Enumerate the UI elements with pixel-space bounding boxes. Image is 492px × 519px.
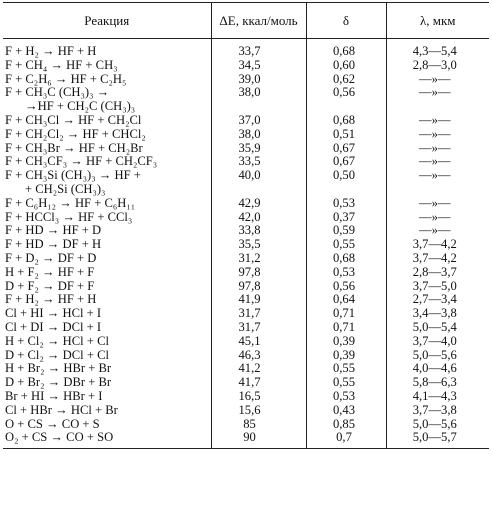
energy-cell: 40,0 <box>211 169 306 197</box>
reaction-cell <box>3 114 211 128</box>
table-row <box>3 211 489 225</box>
reaction-cell <box>3 321 211 335</box>
reaction-equation: F + C₆H₁₂ → HF + C₆H₁₁ <box>5 195 136 210</box>
reaction-equation: F + CH₃Br → HF + CH₂Br <box>5 140 143 155</box>
delta-cell: 0,39 <box>306 349 386 363</box>
delta-cell: 0,50 <box>306 169 386 197</box>
header-reaction: Реакция <box>3 3 211 39</box>
energy-cell: 34,5 <box>211 59 306 73</box>
reaction-cell <box>3 224 211 238</box>
table-row <box>3 238 489 252</box>
energy-cell: 39,0 <box>211 73 306 87</box>
reaction-equation: D + Br₂ → DBr + Br <box>5 375 112 390</box>
lambda-cell: 3,7—5,0 <box>386 280 489 294</box>
table-row <box>3 114 489 128</box>
reaction-cell <box>3 86 211 114</box>
energy-cell: 31,2 <box>211 252 306 266</box>
lambda-cell: 3,7—4,0 <box>386 335 489 349</box>
energy-cell: 85 <box>211 418 306 432</box>
table-row <box>3 128 489 142</box>
lambda-cell: —»— <box>386 142 489 156</box>
lambda-cell: —»— <box>386 169 489 197</box>
table-row <box>3 376 489 390</box>
delta-cell: 0,62 <box>306 73 386 87</box>
table-row <box>3 390 489 404</box>
table-row <box>3 155 489 169</box>
table-row <box>3 224 489 238</box>
energy-cell: 42,0 <box>211 211 306 225</box>
delta-cell: 0,56 <box>306 86 386 114</box>
lambda-cell: —»— <box>386 114 489 128</box>
reaction-equation: F + HD → HF + D <box>5 223 102 238</box>
delta-cell: 0,85 <box>306 418 386 432</box>
lambda-cell: 5,0—5,7 <box>386 431 489 448</box>
lambda-cell: —»— <box>386 86 489 114</box>
table-row <box>3 321 489 335</box>
table-row <box>3 418 489 432</box>
reaction-equation: D + Cl₂ → DCl + Cl <box>5 347 109 362</box>
energy-cell: 97,8 <box>211 266 306 280</box>
header-energy: ΔE, ккал/моль <box>211 3 306 39</box>
reaction-cell <box>3 155 211 169</box>
energy-cell: 97,8 <box>211 280 306 294</box>
table-header-row <box>3 3 489 39</box>
reaction-cell <box>3 404 211 418</box>
delta-cell: 0,68 <box>306 114 386 128</box>
header-lambda: λ, мкм <box>386 3 489 39</box>
table-body <box>3 39 489 449</box>
lambda-cell: —»— <box>386 197 489 211</box>
energy-cell: 45,1 <box>211 335 306 349</box>
table-row <box>3 39 489 59</box>
reaction-equation: Cl + HI → HCl + I <box>5 306 102 321</box>
delta-cell: 0,51 <box>306 128 386 142</box>
reaction-cell <box>3 362 211 376</box>
table-row <box>3 431 489 448</box>
energy-cell: 38,0 <box>211 128 306 142</box>
reaction-equation: H + Br₂ → HBr + Br <box>5 361 112 376</box>
lambda-cell: —»— <box>386 128 489 142</box>
delta-cell: 0,71 <box>306 307 386 321</box>
reaction-cell <box>3 376 211 390</box>
reaction-equation: O + CS → CO + S <box>5 416 100 431</box>
table-row <box>3 335 489 349</box>
lambda-cell: 5,8—6,3 <box>386 376 489 390</box>
reaction-cell <box>3 307 211 321</box>
energy-cell: 46,3 <box>211 349 306 363</box>
lambda-cell: 2,8—3,7 <box>386 266 489 280</box>
energy-cell: 31,7 <box>211 321 306 335</box>
reaction-cell <box>3 335 211 349</box>
table-row <box>3 293 489 307</box>
delta-cell: 0,60 <box>306 59 386 73</box>
delta-cell: 0,37 <box>306 211 386 225</box>
delta-cell: 0,39 <box>306 335 386 349</box>
energy-cell: 41,9 <box>211 293 306 307</box>
table-row <box>3 86 489 114</box>
table-row <box>3 307 489 321</box>
table-row <box>3 169 489 197</box>
table-row <box>3 404 489 418</box>
delta-cell: 0,55 <box>306 362 386 376</box>
delta-cell: 0,64 <box>306 293 386 307</box>
reaction-cell <box>3 418 211 432</box>
energy-cell: 35,9 <box>211 142 306 156</box>
reaction-equation: F + H₂ → HF + H <box>5 44 97 58</box>
delta-cell: 0,67 <box>306 155 386 169</box>
lambda-cell: —»— <box>386 211 489 225</box>
reaction-equation: F + CH₃Cl → HF + CH₂Cl <box>5 112 142 127</box>
reaction-equation: O₂ + CS → CO + SO <box>5 430 114 445</box>
reaction-equation: Br + HI → HBr + I <box>5 388 103 403</box>
delta-cell: 0,68 <box>306 39 386 59</box>
reaction-equation: F + C₂H₆ → HF + C₂H₅ <box>5 71 127 86</box>
reaction-equation: H + Cl₂ → HCl + Cl <box>5 333 109 348</box>
reaction-cell <box>3 211 211 225</box>
delta-cell: 0,53 <box>306 197 386 211</box>
reaction-equation: F + H₂ → HF + H <box>5 292 97 307</box>
energy-cell: 33,5 <box>211 155 306 169</box>
lambda-cell: 2,8—3,0 <box>386 59 489 73</box>
delta-cell: 0,55 <box>306 376 386 390</box>
table-row <box>3 252 489 266</box>
reaction-cell <box>3 142 211 156</box>
reaction-cell <box>3 431 211 448</box>
reaction-cell <box>3 390 211 404</box>
reaction-cell <box>3 197 211 211</box>
table-row <box>3 73 489 87</box>
energy-cell: 15,6 <box>211 404 306 418</box>
reaction-equation: Cl + HBr → HCl + Br <box>5 402 118 417</box>
reaction-cell <box>3 59 211 73</box>
reaction-equation: Cl + DI → DCl + I <box>5 319 102 334</box>
table-row <box>3 266 489 280</box>
table-row <box>3 349 489 363</box>
energy-cell: 42,9 <box>211 197 306 211</box>
reaction-cell <box>3 280 211 294</box>
reaction-equation: H + F₂ → HF + F <box>5 264 95 279</box>
reaction-equation: F + CH₂Cl₂ → HF + CHCl₂ <box>5 126 146 141</box>
delta-cell: 0,71 <box>306 321 386 335</box>
reaction-cell <box>3 238 211 252</box>
reaction-table <box>3 2 489 449</box>
table-row <box>3 59 489 73</box>
lambda-cell: 3,7—4,2 <box>386 238 489 252</box>
reaction-equation: F + CH₃CF₃ → HF + CH₂CF₃ <box>5 154 158 169</box>
reaction-cell <box>3 128 211 142</box>
reaction-cell <box>3 39 211 59</box>
lambda-cell: —»— <box>386 73 489 87</box>
lambda-cell: 2,7—3,4 <box>386 293 489 307</box>
energy-cell: 35,5 <box>211 238 306 252</box>
energy-cell: 90 <box>211 431 306 448</box>
lambda-cell: 4,1—4,3 <box>386 390 489 404</box>
lambda-cell: 3,7—4,2 <box>386 252 489 266</box>
energy-cell: 37,0 <box>211 114 306 128</box>
lambda-cell: 5,0—5,4 <box>386 321 489 335</box>
delta-cell: 0,59 <box>306 224 386 238</box>
header-delta: δ <box>306 3 386 39</box>
lambda-cell: 4,3—5,4 <box>386 39 489 59</box>
reaction-cell <box>3 293 211 307</box>
table-row <box>3 280 489 294</box>
reaction-cell <box>3 169 211 197</box>
reaction-equation: F + CH₃Si (CH₃)₃ → HF + <box>5 168 141 183</box>
reaction-equation: D + F₂ → DF + F <box>5 278 95 293</box>
energy-cell: 38,0 <box>211 86 306 114</box>
reaction-equation-continued: →HF + CH₂C (CH₃)₃ <box>25 99 136 114</box>
reaction-cell <box>3 266 211 280</box>
energy-cell: 31,7 <box>211 307 306 321</box>
lambda-cell: —»— <box>386 155 489 169</box>
delta-cell: 0,53 <box>306 266 386 280</box>
energy-cell: 33,7 <box>211 39 306 59</box>
table-row <box>3 142 489 156</box>
reaction-equation: F + CH₄ → HF + CH₃ <box>5 57 118 72</box>
lambda-cell: —»— <box>386 224 489 238</box>
reaction-equation: F + D₂ → DF + D <box>5 250 97 265</box>
lambda-cell: 3,7—3,8 <box>386 404 489 418</box>
reaction-cell <box>3 252 211 266</box>
lambda-cell: 3,4—3,8 <box>386 307 489 321</box>
lambda-cell: 5,0—5,6 <box>386 418 489 432</box>
reaction-equation: F + HCCl₃ → HF + CCl₃ <box>5 209 133 224</box>
energy-cell: 16,5 <box>211 390 306 404</box>
delta-cell: 0,55 <box>306 238 386 252</box>
energy-cell: 41,7 <box>211 376 306 390</box>
energy-cell: 33,8 <box>211 224 306 238</box>
delta-cell: 0,56 <box>306 280 386 294</box>
table-row <box>3 362 489 376</box>
reaction-cell <box>3 73 211 87</box>
delta-cell: 0,7 <box>306 431 386 448</box>
lambda-cell: 5,0—5,6 <box>386 349 489 363</box>
table-row <box>3 197 489 211</box>
delta-cell: 0,67 <box>306 142 386 156</box>
reaction-equation: F + CH₃C (CH₃)₃ → <box>5 85 110 100</box>
delta-cell: 0,68 <box>306 252 386 266</box>
delta-cell: 0,53 <box>306 390 386 404</box>
reaction-cell <box>3 349 211 363</box>
lambda-cell: 4,0—4,6 <box>386 362 489 376</box>
energy-cell: 41,2 <box>211 362 306 376</box>
delta-cell: 0,43 <box>306 404 386 418</box>
reaction-equation: F + HD → DF + H <box>5 237 102 252</box>
reaction-equation-continued: + CH₂Si (CH₃)₃ <box>25 181 106 196</box>
